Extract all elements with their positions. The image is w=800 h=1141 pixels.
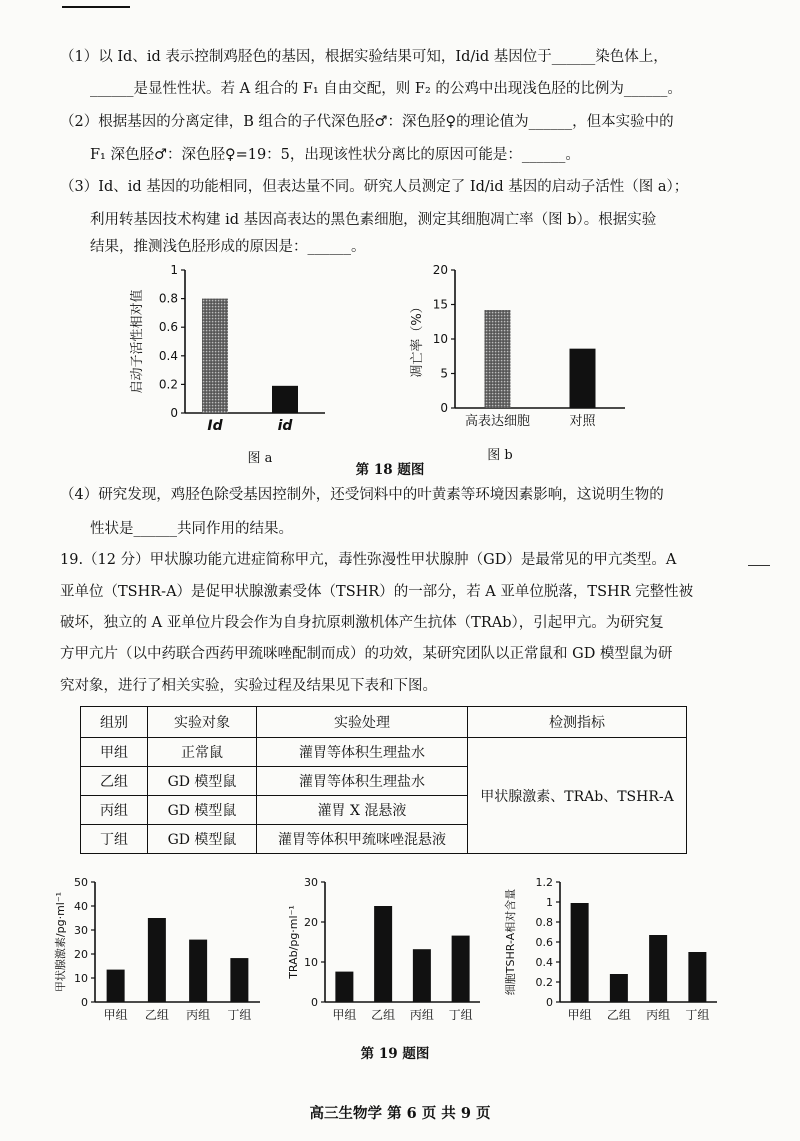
x-tick-label: id	[277, 418, 293, 434]
table-cell: GD 模型鼠	[148, 825, 257, 854]
x-tick-label: 丁组	[685, 1008, 710, 1022]
chart-a-promoter-activity	[125, 258, 335, 443]
bar	[413, 949, 431, 1002]
bar	[571, 903, 589, 1002]
y-tick-label: 20	[304, 916, 318, 929]
q3-line2: 利用转基因技术构建 id 基因高表达的黑色素细胞，测定其细胞凋亡率（图 b）。根据实验	[90, 212, 657, 228]
q2-line1: （2）根据基因的分离定律，B 组合的子代深色胫♂：深色胫♀的理论值为______，但本实验中的	[60, 114, 674, 130]
table-cell: 灌胃等体积生理盐水	[257, 738, 468, 767]
table-header: 实验处理	[257, 707, 468, 738]
table-cell: 灌胃等体积生理盐水	[257, 767, 468, 796]
q19-line1: 19.（12 分）甲状腺功能亢进症简称甲亢，毒性弥漫性甲状腺肿（GD）是最常见的甲亢类型。A	[60, 552, 677, 568]
y-axis-label: 启动子活性相对值	[130, 289, 145, 394]
q19-line3: 破坏，独立的 A 亚单位片段会作为自身抗原刺激机体产生抗体（TRAb），引起甲亢。为研究复	[60, 615, 664, 631]
bar	[688, 952, 706, 1002]
y-tick-label: 0	[440, 401, 448, 415]
table-cell: 甲组	[81, 738, 148, 767]
fig19-caption: 第 19 题图	[360, 1046, 430, 1062]
y-tick-label: 1.2	[535, 876, 553, 889]
x-tick-label: Id	[207, 418, 223, 434]
table-cell: 丙组	[81, 796, 148, 825]
fig18-caption: 第 18 题图	[355, 462, 425, 478]
bar	[610, 974, 628, 1002]
y-tick-label: 0	[546, 996, 553, 1009]
page-footer: 高三生物学 第 6 页 共 9 页	[309, 1105, 491, 1122]
chart-tshr-a	[502, 872, 722, 1037]
y-tick-label: 0.2	[535, 976, 553, 989]
x-tick-label: 丁组	[448, 1008, 473, 1022]
x-tick-label: 高表达细胞	[464, 414, 531, 429]
y-tick-label: 0.6	[158, 320, 178, 335]
bar	[649, 935, 667, 1002]
y-tick-label: 10	[304, 956, 318, 969]
y-axis-label: 甲状腺激素/pg·ml⁻¹	[54, 891, 67, 993]
q1-line2: ______是显性性状。若 A 组合的 F₁ 自由交配，则 F₂ 的公鸡中出现浅色胫的比例为______。	[90, 81, 682, 97]
x-tick-label: 乙组	[606, 1008, 631, 1022]
margin-mark	[748, 565, 770, 566]
fig-b-label: 图 b	[487, 448, 513, 463]
chart-thyroid-hormone	[50, 872, 265, 1037]
fig-a-label: 图 a	[247, 451, 273, 466]
q1-line1: （1）以 Id、id 表示控制鸡胫色的基因，根据实验结果可知，Id/id 基因位于______染色体上，	[60, 49, 668, 65]
table-header: 实验对象	[148, 707, 257, 738]
y-tick-label: 30	[304, 876, 318, 889]
y-axis-label: TRAb/pg·ml⁻¹	[287, 905, 300, 979]
bar	[107, 970, 125, 1002]
table-cell: 乙组	[81, 767, 148, 796]
y-tick-label: 40	[74, 900, 88, 913]
x-tick-label: 甲组	[332, 1008, 357, 1022]
bar	[148, 918, 166, 1002]
bar	[272, 386, 298, 413]
y-tick-label: 0	[170, 406, 178, 420]
y-tick-label: 0.8	[158, 291, 178, 306]
bar	[335, 972, 353, 1002]
bar	[452, 936, 470, 1002]
table-row	[81, 738, 687, 767]
y-tick-label: 0.4	[535, 956, 553, 969]
y-tick-label: 0	[81, 996, 88, 1009]
bar	[230, 958, 248, 1002]
experiment-table	[80, 706, 687, 854]
y-axis-label: 细胞TSHR-A相对含量	[504, 888, 517, 996]
y-tick-label: 1	[170, 263, 178, 277]
x-tick-label: 乙组	[144, 1008, 169, 1022]
x-tick-label: 丙组	[646, 1008, 671, 1022]
y-tick-label: 0.2	[158, 377, 178, 392]
bar	[189, 940, 207, 1002]
q19-line4: 方甲亢片（以中药联合西药甲巯咪唑配制而成）的功效，某研究团队以正常鼠和 GD 模型鼠为研	[60, 646, 673, 662]
q4-line2: 性状是______共同作用的结果。	[90, 521, 293, 537]
table-cell: 正常鼠	[148, 738, 257, 767]
q19-line5: 究对象，进行了相关实验，实验过程及结果见下表和下图。	[60, 678, 437, 694]
q4-line1: （4）研究发现，鸡胫色除受基因控制外，还受饲料中的叶黄素等环境因素影响，这说明生物的	[60, 487, 664, 503]
y-tick-label: 10	[74, 972, 88, 985]
chart-b-apoptosis-rate	[405, 258, 635, 443]
y-tick-label: 0	[311, 996, 318, 1009]
table-cell: GD 模型鼠	[148, 767, 257, 796]
x-tick-label: 乙组	[371, 1008, 396, 1022]
table-header: 组别	[81, 707, 148, 738]
bar	[485, 310, 511, 408]
q19-line2: 亚单位（TSHR-A）是促甲状腺激素受体（TSHR）的一部分，若 A 亚单位脱落，TSHR 完整性被	[60, 584, 694, 600]
y-tick-label: 20	[74, 948, 88, 961]
y-tick-label: 1	[546, 896, 553, 909]
y-tick-label: 30	[74, 924, 88, 937]
table-cell: 灌胃 X 混悬液	[257, 796, 468, 825]
y-tick-label: 0.6	[535, 936, 553, 949]
y-tick-label: 0.4	[158, 348, 178, 363]
y-axis-label: 凋亡率（%）	[410, 300, 425, 378]
y-tick-label: 15	[432, 297, 448, 312]
y-tick-label: 50	[74, 876, 88, 889]
bar	[570, 349, 596, 408]
y-tick-label: 10	[432, 332, 448, 346]
table-header: 检测指标	[468, 707, 687, 738]
table-cell: 丁组	[81, 825, 148, 854]
x-tick-label: 丙组	[186, 1008, 211, 1022]
x-tick-label: 丙组	[409, 1008, 434, 1022]
q3-line3: 结果，推测浅色胫形成的原因是：______。	[90, 239, 366, 255]
x-tick-label: 甲组	[103, 1008, 128, 1022]
table-header-row	[81, 707, 687, 738]
q2-line2: F₁ 深色胫♂：深色胫♀=19：5，出现该性状分离比的原因可能是：______。	[90, 147, 580, 163]
x-tick-label: 甲组	[567, 1008, 592, 1022]
table-indicator-cell: 甲状腺激素、TRAb、TSHR-A	[468, 738, 687, 854]
table-cell: GD 模型鼠	[148, 796, 257, 825]
y-tick-label: 0.8	[535, 916, 553, 929]
q3-line1: （3）Id、id 基因的功能相同，但表达量不同。研究人员测定了 Id/id 基因的启动子活性（图 a）；	[60, 179, 689, 195]
table-cell: 灌胃等体积甲巯咪唑混悬液	[257, 825, 468, 854]
y-tick-label: 5	[440, 366, 448, 381]
bar	[374, 906, 392, 1002]
bar	[202, 299, 228, 413]
x-tick-label: 对照	[569, 414, 596, 429]
y-tick-label: 20	[432, 263, 448, 277]
chart-trab	[285, 872, 485, 1037]
top-rule	[62, 6, 130, 8]
x-tick-label: 丁组	[227, 1008, 252, 1022]
